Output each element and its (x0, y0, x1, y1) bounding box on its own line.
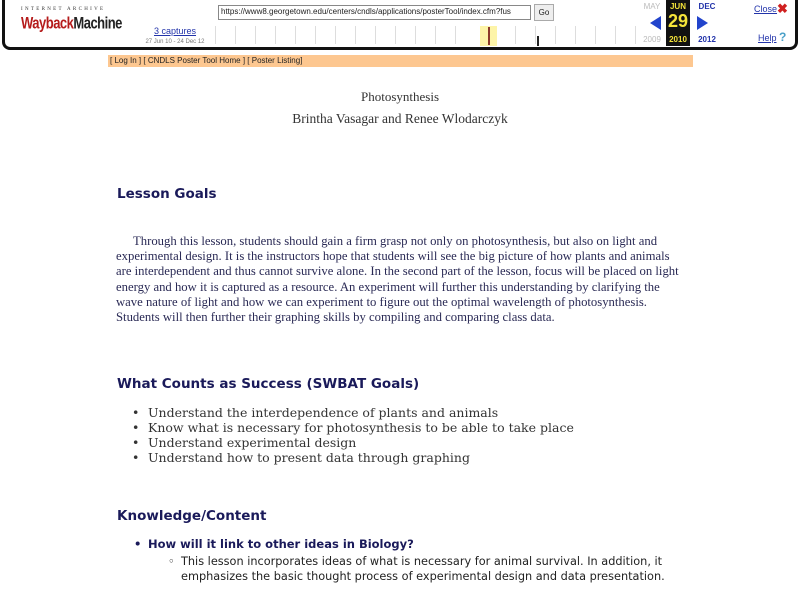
question-text: How will it link to other ideas in Biology? (148, 537, 414, 551)
timeline-tick (235, 26, 236, 44)
url-input[interactable]: https://www8.georgetown.edu/centers/cndls/applications/posterTool/index.cfm?fus (218, 5, 531, 20)
timeline-tick (275, 26, 276, 44)
timeline-tick (315, 26, 316, 44)
current-day: 29 (667, 11, 689, 31)
timeline-tick (455, 26, 456, 44)
timeline-tick (375, 26, 376, 44)
timeline-tick (255, 26, 256, 44)
swbat-list (128, 405, 574, 465)
heading-success: What Counts as Success (SWBAT Goals) (117, 376, 420, 392)
lesson-goals-paragraph: Through this lesson, students should gain a firm grasp not only on photosynthesis, but also on light and experimental design. It is the instructors hope that students will see the big picture of how plants and animals are interdependent and thus cannot survive alone. In the second part of the lesson, focus will be placed on light energy and how it is captured as a resource. An experiment will further this understanding by clarifying the wave nature of light and how we can experiment to figure out the optimal wavelength of photosynthesis. Students will then further their graphing skills by compiling and comparing class data. (116, 234, 679, 325)
list-item: • Understand how to present data through graphing (128, 450, 574, 465)
knowledge-list (132, 537, 708, 584)
heading-lesson-goals: Lesson Goals (117, 186, 217, 202)
current-year: 2010 (669, 35, 687, 44)
timeline-tick (635, 26, 636, 44)
timeline-tick (615, 26, 616, 44)
next-capture-arrow-icon[interactable] (697, 16, 708, 30)
timeline-tick (215, 26, 216, 44)
heading-knowledge-content: Knowledge/Content (117, 508, 267, 524)
knowledge-question (132, 537, 708, 584)
prev-year: 2009 (643, 35, 661, 44)
wayback-logo[interactable] (21, 7, 122, 33)
knowledge-answer: ◦ This lesson incorporates ideas of what is necessary for animal survival. In addition, it emphasizes the basic thought process of experimental design and data presentation. (148, 554, 708, 584)
next-year[interactable]: 2012 (698, 35, 716, 44)
timeline-tick (415, 26, 416, 44)
help-link[interactable]: Help (758, 33, 777, 43)
timeline-tick (515, 26, 516, 44)
calendar-current (666, 0, 690, 46)
help-icon[interactable]: ? (779, 30, 787, 44)
captures-range: 27 Jun 10 - 24 Dec 12 (145, 39, 205, 45)
logo-internet-archive: INTERNET ARCHIVE (21, 7, 106, 12)
current-month: JUN (669, 2, 686, 11)
timeline-current-capture[interactable] (488, 27, 490, 45)
captures-link[interactable]: 3 captures (153, 26, 197, 36)
go-button[interactable]: Go (534, 4, 554, 21)
logo-wayback-machine: WaybackMachine (21, 12, 122, 33)
timeline-tick (575, 26, 576, 44)
list-item: • Understand the interdependence of plants and animals (128, 405, 574, 420)
close-icon[interactable]: ✖ (777, 1, 788, 16)
timeline-tick (435, 26, 436, 44)
timeline-tick (335, 26, 336, 44)
poster-title: Photosynthesis (360, 89, 439, 104)
timeline-tick (535, 26, 536, 44)
timeline-tick (395, 26, 396, 44)
prev-month: MAY (643, 2, 661, 11)
nav-poster-listing[interactable]: [ Poster Listing] (247, 56, 303, 65)
captures-info (135, 26, 215, 45)
timeline-tick (555, 26, 556, 44)
timeline-tick (595, 26, 596, 44)
list-item: • Know what is necessary for photosynthesis to be able to take place (128, 420, 574, 435)
site-nav (108, 55, 693, 67)
timeline-tick (355, 26, 356, 44)
capture-timeline[interactable] (215, 24, 635, 46)
knowledge-answer-list (148, 554, 708, 584)
timeline-tick (295, 26, 296, 44)
close-link[interactable]: Close (754, 4, 778, 14)
nav-login[interactable]: [ Log In ] (110, 56, 142, 65)
nav-poster-tool-home[interactable]: [ CNDLS Poster Tool Home ] (143, 56, 246, 65)
prev-capture-arrow-icon[interactable] (650, 16, 661, 30)
poster-authors: Brintha Vasagar and Renee Wlodarczyk (292, 111, 508, 126)
next-month[interactable]: DEC (698, 2, 716, 11)
timeline-capture-marker[interactable] (537, 36, 539, 46)
list-item: • Understand experimental design (128, 435, 574, 450)
